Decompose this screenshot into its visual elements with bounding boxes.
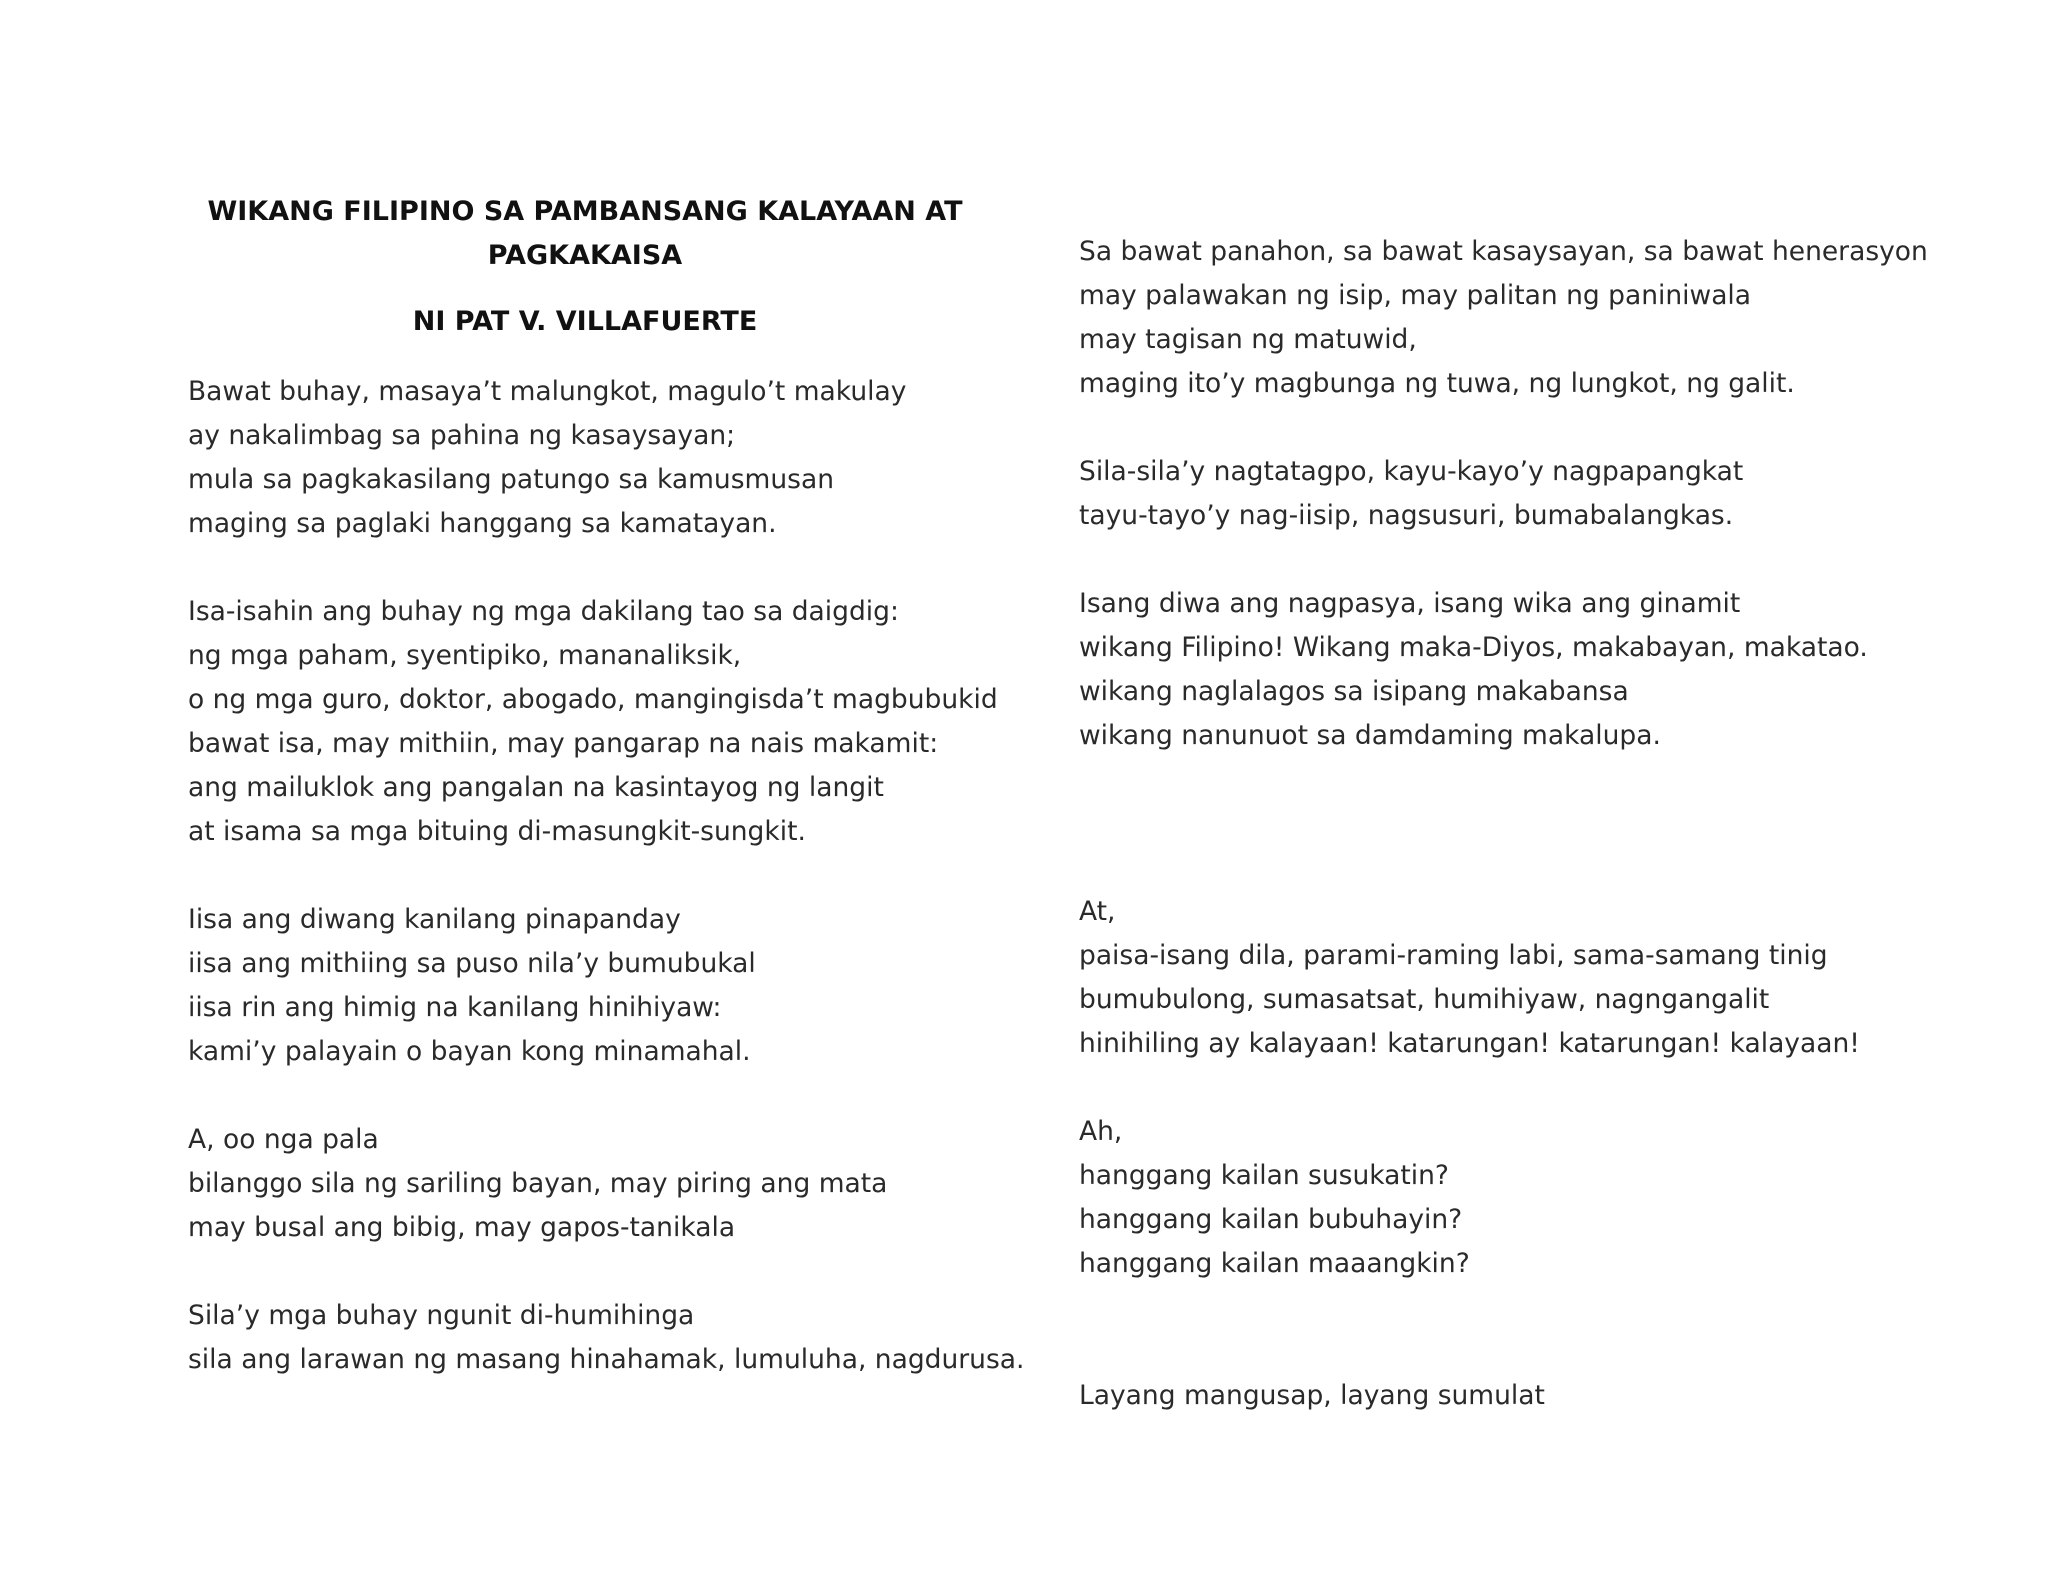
verse-line: sila ang larawan ng masang hinahamak, lumuluha, nagdurusa. xyxy=(188,1344,1025,1375)
verse-line: maging ito’y magbunga ng tuwa, ng lungkot, ng galit. xyxy=(1079,368,1795,399)
poem-title-line-2: PAGKAKAISA xyxy=(487,240,683,271)
left-stanza-2 xyxy=(188,590,1048,854)
right-stanza-5 xyxy=(1079,1110,1979,1286)
left-stanza-4 xyxy=(188,1118,1048,1250)
verse-line: bawat isa, may mithiin, may pangarap na nais makamit: xyxy=(188,728,939,759)
verse-line: iisa rin ang himig na kanilang hinihiyaw: xyxy=(188,992,722,1023)
left-stanza-5 xyxy=(188,1294,1048,1382)
verse-line: may tagisan ng matuwid, xyxy=(1079,324,1417,355)
poem-title xyxy=(180,190,990,278)
verse-line: ng mga paham, syentipiko, mananaliksik, xyxy=(188,640,742,671)
verse-line: maging sa paglaki hanggang sa kamatayan. xyxy=(188,508,777,539)
stanza-gap xyxy=(1079,538,1979,582)
verse-line: Sila’y mga buhay ngunit di-humihinga xyxy=(188,1300,695,1331)
right-stanza-3 xyxy=(1079,582,1979,758)
verse-line: hanggang kailan susukatin? xyxy=(1079,1160,1449,1191)
verse-line: ang mailuklok ang pangalan na kasintayog ng langit xyxy=(188,772,884,803)
verse-line: hanggang kailan bubuhayin? xyxy=(1079,1204,1463,1235)
verse-line: tayu-tayo’y nag-iisip, nagsusuri, bumabalangkas. xyxy=(1079,500,1734,531)
stanza-gap xyxy=(188,546,1048,590)
right-column xyxy=(1079,230,1979,1418)
verse-line: A, oo nga pala xyxy=(188,1124,379,1155)
verse-line: Isa-isahin ang buhay ng mga dakilang tao sa daigdig: xyxy=(188,596,899,627)
verse-line: hinihiling ay kalayaan! katarungan! katarungan! kalayaan! xyxy=(1079,1028,1860,1059)
verse-line: wikang Filipino! Wikang maka-Diyos, makabayan, makatao. xyxy=(1079,632,1868,663)
verse-line: Iisa ang diwang kanilang pinapanday xyxy=(188,904,681,935)
stanza-gap xyxy=(1079,846,1979,890)
left-stanza-1 xyxy=(188,370,1048,546)
poem-author: NI PAT V. VILLAFUERTE xyxy=(412,306,758,337)
verse-line: wikang naglalagos sa isipang makabansa xyxy=(1079,676,1629,707)
verse-line: kami’y palayain o bayan kong minamahal. xyxy=(188,1036,751,1067)
verse-line: bilanggo sila ng sariling bayan, may piring ang mata xyxy=(188,1168,888,1199)
left-stanza-3 xyxy=(188,898,1048,1074)
verse-line: ay nakalimbag sa pahina ng kasaysayan; xyxy=(188,420,736,451)
stanza-gap xyxy=(1079,1066,1979,1110)
verse-line: Sa bawat panahon, sa bawat kasaysayan, sa bawat henerasyon xyxy=(1079,236,1928,267)
verse-line: paisa-isang dila, parami-raming labi, sama-samang tinig xyxy=(1079,940,1828,971)
poem-title-line-1: WIKANG FILIPINO SA PAMBANSANG KALAYAAN AT xyxy=(207,196,963,227)
verse-line: hanggang kailan maaangkin? xyxy=(1079,1248,1470,1279)
verse-line: Sila-sila’y nagtatagpo, kayu-kayo’y nagpapangkat xyxy=(1079,456,1744,487)
verse-line: Isang diwa ang nagpasya, isang wika ang ginamit xyxy=(1079,588,1741,619)
verse-line: may busal ang bibig, may gapos-tanikala xyxy=(188,1212,736,1243)
stanza-gap xyxy=(188,1250,1048,1294)
verse-line: Bawat buhay, masaya’t malungkot, magulo’t makulay xyxy=(188,376,907,407)
left-column xyxy=(188,370,1048,1382)
verse-line: At, xyxy=(1079,896,1116,927)
stanza-gap xyxy=(1079,1286,1979,1374)
stanza-gap xyxy=(188,1074,1048,1118)
stanza-gap xyxy=(1079,406,1979,450)
verse-line: wikang nanunuot sa damdaming makalupa. xyxy=(1079,720,1661,751)
stanza-gap xyxy=(1079,758,1979,846)
verse-line: at isama sa mga bituing di-masungkit-sungkit. xyxy=(188,816,806,847)
right-stanza-2 xyxy=(1079,450,1979,538)
stanza-gap xyxy=(188,854,1048,898)
verse-line: o ng mga guro, doktor, abogado, mangingisda’t magbubukid xyxy=(188,684,998,715)
right-stanza-4 xyxy=(1079,890,1979,1066)
verse-line: bumubulong, sumasatsat, humihiyaw, nagngangalit xyxy=(1079,984,1770,1015)
verse-line: Ah, xyxy=(1079,1116,1123,1147)
verse-line: iisa ang mithiing sa puso nila’y bumubukal xyxy=(188,948,756,979)
right-stanza-1 xyxy=(1079,230,1979,406)
verse-line: Layang mangusap, layang sumulat xyxy=(1079,1380,1545,1411)
right-stanza-6 xyxy=(1079,1374,1979,1418)
verse-line: may palawakan ng isip, may palitan ng paniniwala xyxy=(1079,280,1752,311)
verse-line: mula sa pagkakasilang patungo sa kamusmusan xyxy=(188,464,834,495)
